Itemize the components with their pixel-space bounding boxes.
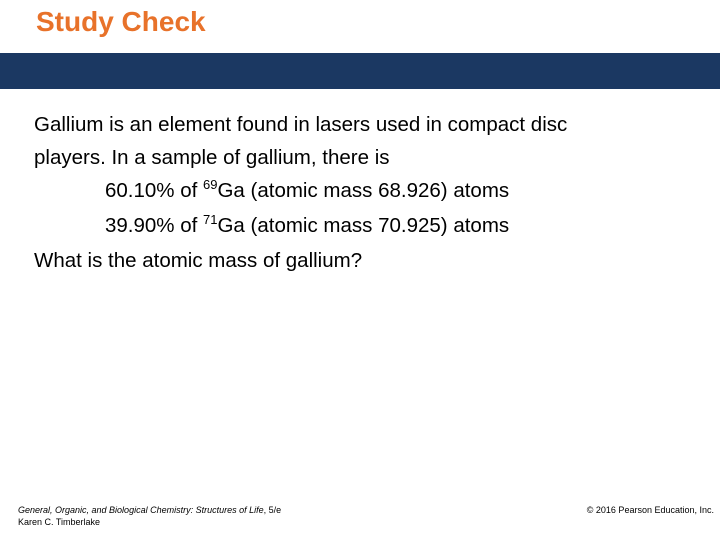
slide-title: Study Check (36, 6, 206, 37)
footer-author: Karen C. Timberlake (18, 517, 101, 527)
isotope-1-description: Ga (atomic mass 68.926) atoms (217, 179, 510, 202)
isotope-1-mass-number: 69 (203, 177, 218, 192)
isotope-line-1 (34, 174, 567, 209)
isotope-1-percent: 60.10% of (105, 179, 204, 202)
footer-copyright: © 2016 Pearson Education, Inc. (586, 505, 714, 515)
isotope-line-2 (34, 209, 567, 244)
intro-line-2: players. In a sample of gallium, there is (34, 146, 390, 169)
footer-edition: , 5/e (263, 505, 282, 515)
isotope-2-mass-number: 71 (203, 212, 218, 227)
slide-body (34, 108, 567, 277)
intro-line-1: Gallium is an element found in lasers used in compact disc (34, 113, 568, 136)
footer-book-title: General, Organic, and Biological Chemistry: Structures of Life (18, 505, 264, 515)
footer-citation (18, 504, 281, 528)
footer-book-line (18, 504, 281, 516)
isotope-2-percent: 39.90% of (105, 214, 204, 237)
question-line: What is the atomic mass of gallium? (34, 249, 363, 272)
isotope-2-description: Ga (atomic mass 70.925) atoms (217, 214, 510, 237)
title-bar (0, 53, 720, 89)
